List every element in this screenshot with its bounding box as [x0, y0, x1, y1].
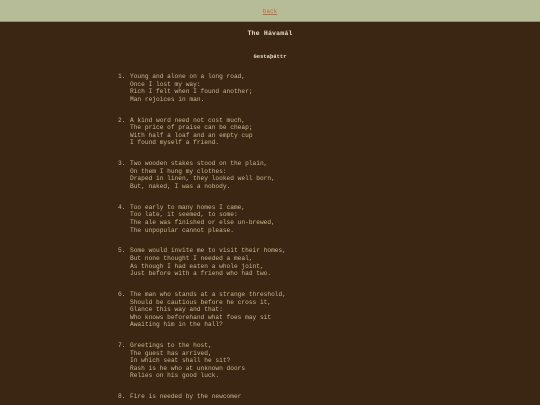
verse-line: Rash is he who at unknown doors: [130, 364, 246, 372]
verse-line: Rich I felt when I found another;: [130, 88, 253, 96]
verse-line: Man rejoices in man.: [130, 95, 205, 103]
verse-line: Some would invite me to visit their homes,: [130, 247, 286, 255]
section-subtitle: Gestaþáttr: [253, 53, 287, 60]
verse-line: As though I had eaten a whole joint,: [130, 262, 264, 270]
stanza-lines: [130, 247, 286, 291]
verse-line: Greetings to the host,: [130, 341, 212, 349]
verse-line: With half a loaf and an empty cup: [130, 131, 253, 139]
stanza: [118, 204, 518, 248]
verse-line: Draped in linen, they looked well born,: [130, 175, 275, 183]
stanza: [118, 73, 518, 117]
stanza: [118, 291, 518, 342]
verse-line: Relies on his good luck.: [130, 372, 220, 380]
page-title: The Hávamál: [247, 30, 293, 37]
verse-line: But, naked, I was a nobody.: [130, 182, 231, 190]
stanza-lines: [130, 393, 241, 405]
verse-line: On them I hung my clothes:: [130, 167, 227, 175]
stanza-number: 1.: [118, 73, 126, 80]
stanza: [118, 160, 518, 204]
verse-line: The man who stands at a strange threshold,: [130, 290, 286, 298]
verse-line: The price of praise can be cheap;: [130, 124, 253, 132]
stanza-number: 5.: [118, 247, 126, 255]
verse-line: Once I lost my way:: [130, 80, 201, 88]
verse-line: The guest has arrived,: [130, 349, 212, 357]
stanza-lines: [130, 73, 253, 117]
back-link[interactable]: back: [262, 8, 278, 15]
verse-line: But none thought I needed a meal,: [130, 254, 253, 262]
top-nav-bar: [0, 0, 540, 22]
stanza: [118, 342, 518, 393]
verse-line: A kind word need not cost much,: [130, 116, 246, 124]
verse-line: Young and alone on a long road,: [130, 73, 246, 80]
verse-line: The ale was finished or else un-brewed,: [130, 218, 275, 226]
verse-line: Glance this way and that:: [130, 306, 223, 314]
verse-line: In which seat shall he sit?: [130, 357, 231, 365]
verse-line: I found myself a friend.: [130, 139, 220, 147]
verse-line: The unpopular cannot please.: [130, 226, 234, 234]
stanza-number: 2.: [118, 116, 126, 124]
verse-line: Too late, it seemed, to some:: [130, 211, 238, 219]
stanza: [118, 393, 518, 405]
stanza: [118, 117, 518, 161]
stanza-lines: [130, 160, 275, 204]
stanza-number: 7.: [118, 341, 126, 349]
verse-line: Awaiting him in the hall?: [130, 321, 223, 329]
verse-line: Who knows beforehand what foes may sit: [130, 313, 272, 321]
verse-line: Too early to many homes I came,: [130, 203, 246, 211]
stanza-number: 4.: [118, 203, 126, 211]
stanza-number: 6.: [118, 290, 126, 298]
verse-line: Two wooden stakes stood on the plain,: [130, 160, 268, 168]
stanza: [118, 247, 518, 291]
verse-line: Fire is needed by the newcomer: [130, 392, 242, 400]
verse-line: Should be cautious before he cross it,: [130, 298, 272, 306]
poem-page: [0, 22, 540, 405]
stanza-number: 3.: [118, 160, 126, 168]
stanza-lines: [130, 204, 275, 248]
stanza-lines: [130, 117, 253, 161]
stanza-list: [118, 73, 518, 405]
verse-line: Just before with a friend who had two.: [130, 270, 272, 278]
stanza-number: 8.: [118, 392, 126, 400]
stanza-lines: [130, 342, 245, 393]
stanza-lines: [130, 291, 286, 342]
